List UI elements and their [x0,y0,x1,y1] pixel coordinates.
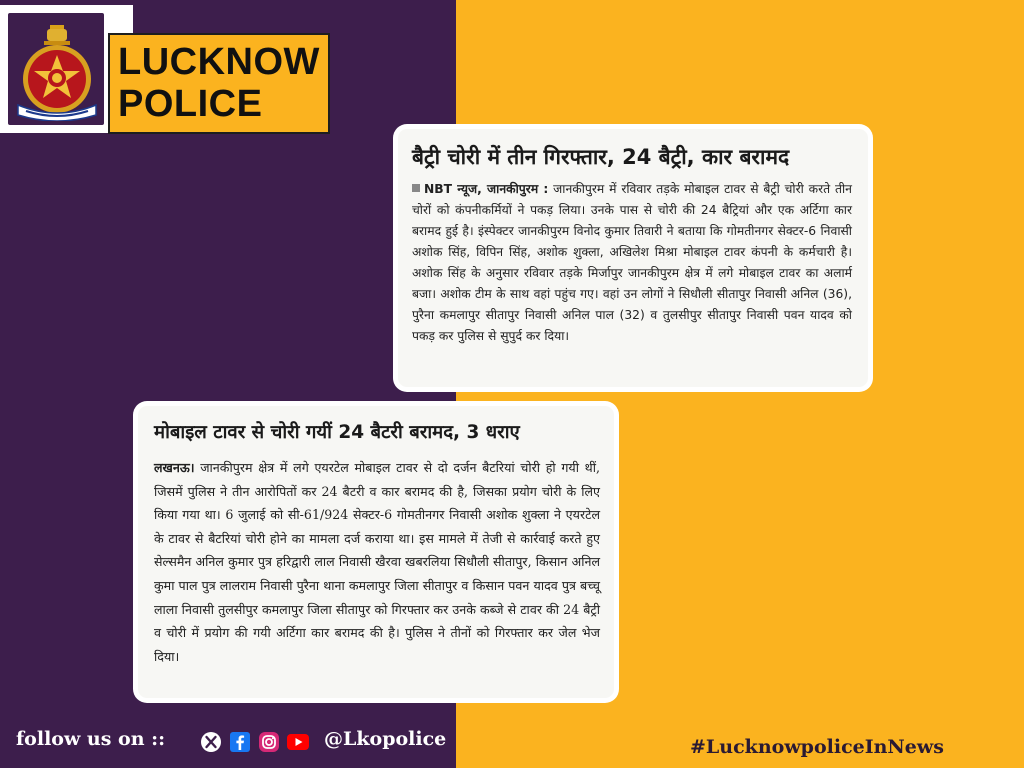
brand-title [108,33,330,134]
clipping-headline: बैट्री चोरी में तीन गिरफ्तार, 24 बैट्री, कार बरामद [412,145,790,169]
clipping-dateline: लखनऊ। [154,460,195,475]
news-clipping-nbt [398,129,868,387]
x-icon[interactable] [199,730,223,754]
social-icons [199,729,310,755]
youtube-icon[interactable] [286,730,310,754]
social-handle[interactable]: @Lkopolice [324,728,447,750]
clipping-text: जानकीपुरम में रविवार तड़के मोबाइल टावर से बैट्री चोरी करते तीन चोरों को कंपनीकर्मियों ने पकड़ लिया। उनके पास से चोरी की 24 बैट्रियां और एक अर्टिगा कार बरामद हुई है। इंस्पेक्टर जानकीपुरम विनोद कुमार तिवारी ने बताया कि गोमतीनगर सेक्टर-6 निवासी अशोक सिंह, विपिन सिंह, अशोक शुक्ला, अखिलेश मिश्रा मोबाइल टावर कंपनी के कर्मचारी है। अशोक सिंह के अनुसार रविवार तड़के मिर्जापुर जानकीपुरम क्षेत्र में लगे मोबाइल टावर का अलार्म बजा। अशोक टीम के साथ वहां पहुंच गए। वहां उन लोगों ने सिधौली सीतापुर निवासी अनिल (36), पुरैना कमलापुर सीतापुर निवासी अनिल पाल (32) व तुलसीपुर सीतापुर निवासी पवन यादव को पकड़ कर पुलिस से सुपुर्द कर दिया। [412,182,852,343]
instagram-icon[interactable] [257,730,281,754]
clipping-body [154,456,600,668]
brand-title-line2: POLICE [118,83,263,125]
news-clipping-second [138,406,614,698]
facebook-icon[interactable] [228,730,252,754]
clipping-dateline: NBT न्यूज, जानकीपुरम : [424,182,549,196]
brand-title-line1: LUCKNOW [118,41,320,83]
logo-panel [8,13,104,125]
up-police-emblem-icon [14,21,100,121]
follow-label: follow us on :: [16,728,166,750]
hashtag: #LucknowpoliceInNews [690,736,944,758]
clipping-headline: मोबाइल टावर से चोरी गयीं 24 बैटरी बरामद, 3 धराए [154,422,520,443]
clipping-text: जानकीपुरम क्षेत्र में लगे एयरटेल मोबाइल टावर से दो दर्जन बैटरियां चोरी हो गयी थीं, जिसमें पुलिस ने तीन आरोपितों कर 24 बैटरी व कार बरामद की है, जिसका प्रयोग चोरी के लिए किया गया था। 6 जुलाई को सी-61/924 सेक्टर-6 गोमतीनगर निवासी अशोक शुक्ला ने एयरटेल के टावर से बैटरियां चोरी होने का मामला दर्ज कराया था। इस मामले में तेजी से कार्रवाई करते हुए सेल्समैन अनिल कुमार पुत्र हरिद्वारी लाल निवासी खैरवा खबरलिया सिधौली सीतापुर, किसान अनिल कुमा पाल पुत्र लालराम निवासी पुरैना थाना कमलापुर जिला सीतापुर व किसान पवन यादव पुत्र बच्चू लाला निवासी तुलसीपुर कमलापुर जिला सीतापुर को गिरफ्तार कर उनके कब्जे से टावर की 24 बैट्री व चोरी में प्रयोग की गयी अर्टिगा कार बरामद की है। पुलिस ने तीनों को गिरफ्तार कर जेल भेज दिया। [154,460,600,664]
bullet-square-icon [412,184,420,192]
clipping-body [412,179,852,347]
